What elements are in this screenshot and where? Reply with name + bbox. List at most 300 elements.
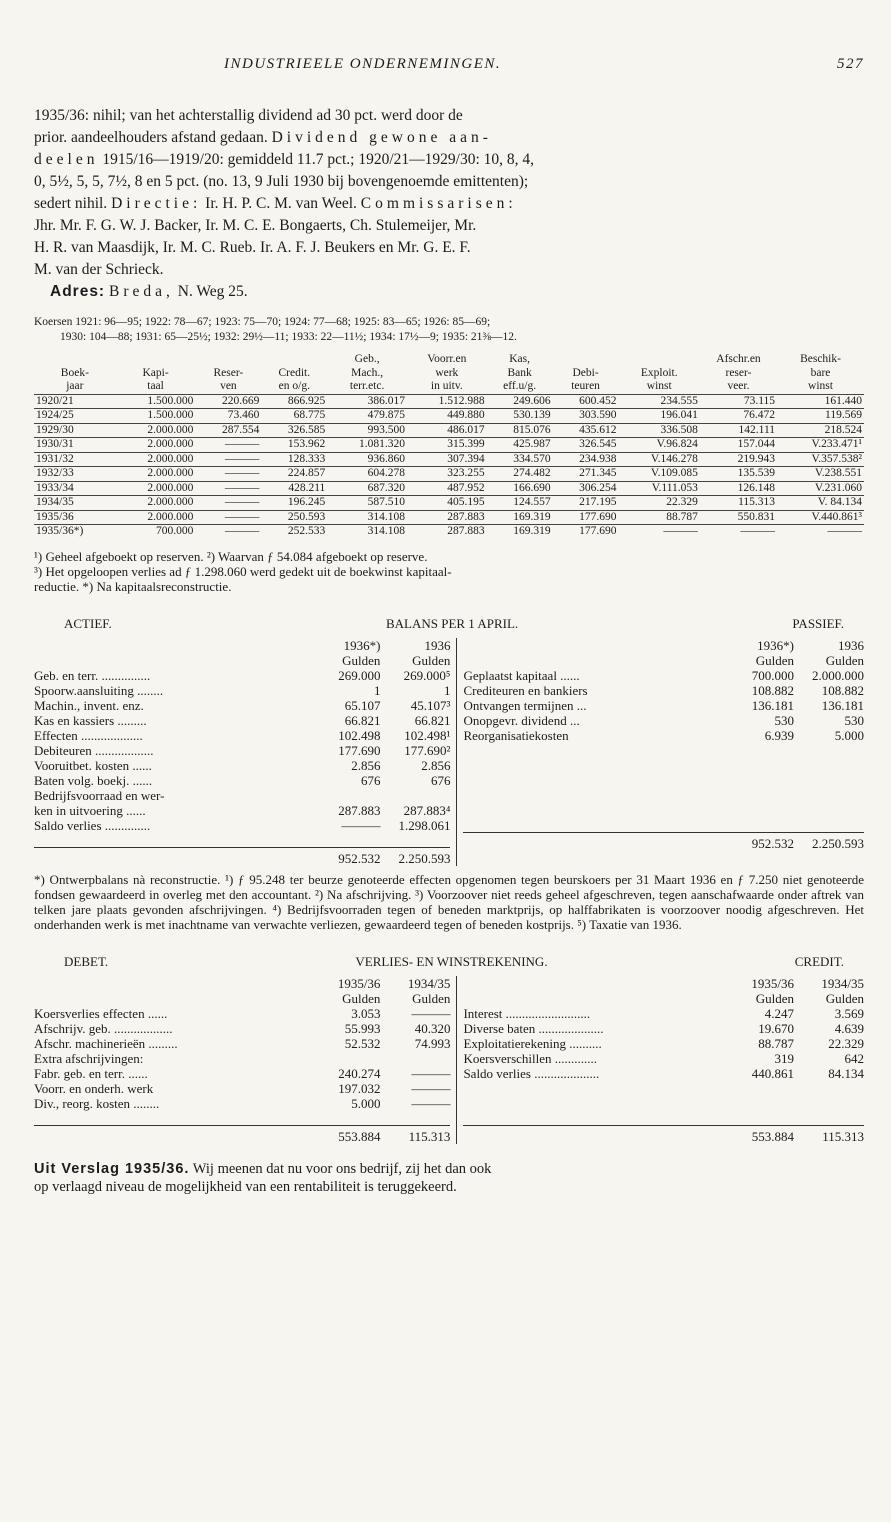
value-cell: 88.787 bbox=[619, 510, 700, 525]
actief-row bbox=[34, 788, 450, 803]
value-cell: 866.925 bbox=[261, 394, 327, 409]
value-cell: 1.512.988 bbox=[407, 394, 487, 409]
col-year-1: 1936*) bbox=[757, 637, 794, 653]
row-label: Crediteuren en bankiers bbox=[463, 682, 588, 698]
year-cell: 1920/21 bbox=[34, 394, 116, 409]
value-cell: 271.345 bbox=[553, 467, 619, 482]
value-cell: 600.452 bbox=[553, 394, 619, 409]
actief-row bbox=[34, 818, 450, 833]
row-label: Kas en kassiers ......... bbox=[34, 712, 147, 728]
actief-row bbox=[34, 683, 450, 698]
actief-row bbox=[34, 668, 450, 683]
table-header-cell: Debi- bbox=[572, 366, 599, 379]
credit-row bbox=[463, 1006, 864, 1021]
table-row bbox=[34, 467, 864, 482]
value-cell: 115.313 bbox=[700, 496, 777, 511]
table-header-cell: Geb., bbox=[354, 353, 380, 365]
row-value: 197.032 bbox=[338, 1080, 381, 1096]
value-cell: 1.081.320 bbox=[327, 438, 407, 453]
value-cell: V.357.538² bbox=[777, 452, 864, 467]
table-header-cell: veer. bbox=[727, 380, 750, 392]
value-cell: 1.500.000 bbox=[116, 409, 196, 424]
table-row bbox=[34, 394, 864, 409]
credit-totals bbox=[463, 1125, 864, 1144]
row-label: Exploitatierekening .......... bbox=[463, 1035, 602, 1051]
table-header-cell: in uitv. bbox=[430, 380, 463, 392]
row-value: 108.882 bbox=[821, 682, 864, 698]
value-cell: ——— bbox=[195, 467, 261, 482]
passief-heading: PASSIEF. bbox=[792, 615, 844, 631]
year-cell: 1935/36 bbox=[34, 510, 116, 525]
table-header-cell: Mach., bbox=[351, 366, 384, 379]
year-cell: 1932/33 bbox=[34, 467, 116, 482]
row-label: Interest .......................... bbox=[463, 1005, 591, 1021]
intro-line: 1935/36: nihil; van het achterstallig dividend ad 30 pct. werd door de bbox=[34, 107, 463, 124]
row-value: 287.883⁴ bbox=[403, 802, 451, 818]
column-headers bbox=[34, 976, 450, 991]
value-cell: 2.000.000 bbox=[116, 496, 196, 511]
row-value: 269.000 bbox=[338, 667, 381, 683]
actief-row bbox=[34, 803, 450, 818]
value-cell: 142.111 bbox=[700, 423, 777, 438]
column-units bbox=[34, 991, 450, 1006]
row-value: ——— bbox=[411, 1065, 451, 1081]
table-header-cell: winst bbox=[808, 380, 833, 392]
intro-paragraph bbox=[34, 105, 864, 303]
value-cell: 386.017 bbox=[327, 394, 407, 409]
col-year-2: 1936 bbox=[838, 637, 864, 653]
debet-row bbox=[34, 1021, 450, 1036]
debet-heading: DEBET. bbox=[64, 953, 109, 969]
col-year-2: 1934/35 bbox=[407, 975, 451, 991]
row-value: 1 bbox=[373, 682, 381, 698]
debet-row bbox=[34, 1081, 450, 1096]
row-value: 22.329 bbox=[828, 1035, 864, 1051]
value-cell: 550.831 bbox=[700, 510, 777, 525]
footnote-line: ³) Het opgeloopen verlies ad ƒ 1.298.060 werd gedekt uit de boekwinst kapitaal- bbox=[34, 563, 452, 579]
value-cell: 169.319 bbox=[487, 510, 553, 525]
row-value bbox=[310, 1051, 380, 1066]
col-year-1: 1935/36 bbox=[337, 975, 381, 991]
passief-row bbox=[463, 668, 864, 683]
intro-line bbox=[34, 149, 864, 171]
row-value: 108.882 bbox=[751, 682, 794, 698]
row-value: 1 bbox=[443, 682, 451, 698]
table-footnotes bbox=[34, 549, 864, 594]
row-value bbox=[380, 1051, 450, 1066]
value-cell: V.111.053 bbox=[619, 481, 700, 496]
row-value bbox=[310, 788, 380, 803]
credit-row bbox=[463, 1051, 864, 1066]
value-cell: 405.195 bbox=[407, 496, 487, 511]
column-units bbox=[463, 991, 864, 1006]
intro-line: 0, 5½, 5, 5, 7½, 8 en 5 pct. (no. 13, 9 Juli 1930 bij bovengenoemde emittenten); bbox=[34, 173, 529, 190]
value-cell: 306.254 bbox=[553, 481, 619, 496]
value-cell: 2.000.000 bbox=[116, 481, 196, 496]
total-1: 553.884 bbox=[751, 1128, 794, 1144]
value-cell: 425.987 bbox=[487, 438, 553, 453]
value-cell: 326.585 bbox=[261, 423, 327, 438]
value-cell: ——— bbox=[619, 525, 700, 539]
value-cell: 73.460 bbox=[195, 409, 261, 424]
row-value: 102.498 bbox=[338, 727, 381, 743]
row-value: 5.000 bbox=[834, 727, 864, 743]
passief-row bbox=[463, 728, 864, 743]
passief-row bbox=[463, 698, 864, 713]
row-value: 88.787 bbox=[758, 1035, 794, 1051]
row-label: Diverse baten .................... bbox=[463, 1020, 604, 1036]
row-value: 269.000⁵ bbox=[403, 667, 451, 683]
row-value: 642 bbox=[844, 1050, 864, 1066]
actief-rows bbox=[34, 668, 450, 833]
value-cell: 604.278 bbox=[327, 467, 407, 482]
value-cell: 936.860 bbox=[327, 452, 407, 467]
value-cell: 2.000.000 bbox=[116, 467, 196, 482]
table-header-cell: en o/g. bbox=[278, 380, 310, 392]
row-value: 530 bbox=[774, 712, 794, 728]
value-cell: 252.533 bbox=[261, 525, 327, 539]
table-header-cell: terr.etc. bbox=[349, 380, 385, 392]
row-value bbox=[380, 788, 450, 803]
passief-column bbox=[457, 638, 864, 866]
value-cell: 486.017 bbox=[407, 423, 487, 438]
table-row bbox=[34, 510, 864, 525]
table-row bbox=[34, 423, 864, 438]
row-value: 4.247 bbox=[764, 1005, 794, 1021]
debet-row bbox=[34, 1006, 450, 1021]
dividend-label: Dividend gewone aan- bbox=[271, 129, 492, 146]
intro-line: H. R. van Maasdijk, Ir. M. C. Rueb. Ir. A. F. J. Beukers en Mr. G. E. F. bbox=[34, 239, 471, 256]
value-cell: 428.211 bbox=[261, 481, 327, 496]
table-header-cell: Beschik- bbox=[800, 353, 841, 365]
row-label: Debiteuren .................. bbox=[34, 742, 154, 758]
row-value: ——— bbox=[411, 1095, 451, 1111]
footnote-line: ¹) Geheel afgeboekt op reserven. ²) Waarvan ƒ 54.084 afgeboekt op reserve. bbox=[34, 548, 428, 564]
value-cell: V.96.824 bbox=[619, 438, 700, 453]
verslag-line: op verlaagd niveau de mogelijkheid van een rentabiliteit is teruggekeerd. bbox=[34, 1178, 457, 1195]
table-header-cell: teuren bbox=[571, 380, 600, 392]
actief-column bbox=[34, 638, 457, 866]
actief-row bbox=[34, 758, 450, 773]
col-year-2: 1934/35 bbox=[821, 975, 864, 991]
table-header-cell: Exploit. bbox=[640, 366, 678, 379]
col-unit: Gulden bbox=[755, 652, 794, 668]
row-value: ——— bbox=[411, 1005, 451, 1021]
intro-line: Jhr. Mr. F. G. W. J. Backer, Ir. M. C. E. Bongaerts, Ch. Stulemeijer, Mr. bbox=[34, 217, 477, 234]
value-cell: V.238.551 bbox=[777, 467, 864, 482]
row-value: 136.181 bbox=[821, 697, 864, 713]
value-cell: 68.775 bbox=[261, 409, 327, 424]
row-label: Spoorw.aansluiting ........ bbox=[34, 682, 164, 698]
value-cell: 135.539 bbox=[700, 467, 777, 482]
row-label: Geplaatst kapitaal ...... bbox=[463, 667, 580, 683]
total-2: 2.250.593 bbox=[812, 835, 864, 851]
value-cell: 196.245 bbox=[261, 496, 327, 511]
debet-column bbox=[34, 976, 457, 1144]
credit-column bbox=[457, 976, 864, 1144]
credit-row bbox=[463, 1066, 864, 1081]
row-value: 3.569 bbox=[834, 1005, 864, 1021]
value-cell: ——— bbox=[195, 496, 261, 511]
value-cell: 234.555 bbox=[619, 394, 700, 409]
total-2: 115.313 bbox=[408, 1128, 451, 1144]
value-cell: 314.108 bbox=[327, 510, 407, 525]
row-label: Machin., invent. enz. bbox=[34, 697, 144, 713]
actief-row bbox=[34, 698, 450, 713]
intro-text: prior. aandeelhouders afstand gedaan. bbox=[34, 129, 268, 146]
value-cell: 220.669 bbox=[195, 394, 261, 409]
row-value: 440.861 bbox=[751, 1065, 794, 1081]
value-cell: V. 84.134 bbox=[777, 496, 864, 511]
row-value: 2.856 bbox=[351, 757, 381, 773]
value-cell: 479.875 bbox=[327, 409, 407, 424]
table-header-cell: reser- bbox=[725, 366, 752, 379]
row-value: 287.883 bbox=[338, 802, 381, 818]
row-value: 1.298.061 bbox=[398, 817, 451, 833]
debet-rows bbox=[34, 1006, 450, 1111]
row-value: 177.690² bbox=[404, 742, 451, 758]
value-cell: 169.319 bbox=[487, 525, 553, 539]
intro-text: sedert nihil. bbox=[34, 195, 108, 212]
row-value: 52.532 bbox=[344, 1035, 381, 1051]
value-cell: 2.000.000 bbox=[116, 423, 196, 438]
table-header-cell: Credit. bbox=[278, 366, 311, 379]
row-value: 74.993 bbox=[414, 1035, 451, 1051]
row-value: 136.181 bbox=[751, 697, 794, 713]
table-header-cell: ven bbox=[220, 380, 237, 392]
row-label: Baten volg. boekj. ...... bbox=[34, 772, 153, 788]
value-cell: 161.440 bbox=[777, 394, 864, 409]
directie-text: Ir. H. P. C. M. van Weel. bbox=[205, 195, 357, 212]
value-cell: 274.482 bbox=[487, 467, 553, 482]
value-cell: ——— bbox=[195, 481, 261, 496]
value-cell: 336.508 bbox=[619, 423, 700, 438]
intro-text: 1915/16—1919/20: gemiddeld 11.7 pct.; 1920/21—1929/30: 10, 8, 4, bbox=[102, 151, 535, 168]
balance-footnotes: *) Ontwerpbalans nà reconstructie. ¹) ƒ 95.248 ter beurze genoteerde effecten opgenomen tegen beurskoers per 31 Maart 1936 en ƒ 7.250 niet genoteerde fondsen gewaardeerd in overleg met den accountant. ²) Na afschrijving. ³) Voorzoover niet reeds geheel afgeschreven, tegen aanschafwaarde onder aftrek van telken jare plaats gevonden afschrijvingen. ⁴) Bedrijfsvoorraden tegen of beneden marktprijs, op halffabrikaten is voorzoover noodig afgeschreven. Het onderhanden werk is met inachtname van verwachte verliezen, gewaardeerd tegen of beneden kostprijs. ⁵) Taxatie van 1936. bbox=[34, 871, 864, 932]
total-1: 553.884 bbox=[338, 1128, 381, 1144]
wv-title-row bbox=[34, 954, 864, 970]
table-header-cell: jaar bbox=[66, 380, 84, 392]
col-unit: Gulden bbox=[412, 990, 451, 1006]
row-label: Voorr. en onderh. werk bbox=[34, 1080, 154, 1096]
credit-row bbox=[463, 1036, 864, 1051]
table-header-cell: winst bbox=[646, 380, 672, 392]
value-cell: 128.333 bbox=[261, 452, 327, 467]
actief-heading: ACTIEF. bbox=[64, 615, 112, 631]
passief-totals bbox=[463, 832, 864, 851]
value-cell: 157.044 bbox=[700, 438, 777, 453]
row-label: Koersverlies effecten ...... bbox=[34, 1005, 168, 1021]
running-header bbox=[34, 56, 864, 73]
total-1: 952.532 bbox=[338, 850, 381, 866]
passief-row bbox=[463, 683, 864, 698]
value-cell: 993.500 bbox=[327, 423, 407, 438]
row-label: ken in uitvoering ...... bbox=[34, 802, 146, 818]
value-cell: 487.952 bbox=[407, 481, 487, 496]
value-cell: 323.255 bbox=[407, 467, 487, 482]
column-units bbox=[463, 653, 864, 668]
value-cell: 76.472 bbox=[700, 409, 777, 424]
year-cell: 1924/25 bbox=[34, 409, 116, 424]
value-cell: ——— bbox=[195, 510, 261, 525]
value-cell: 700.000 bbox=[116, 525, 196, 539]
passief-rows bbox=[463, 668, 864, 743]
value-cell: ——— bbox=[195, 452, 261, 467]
value-cell: 177.690 bbox=[553, 510, 619, 525]
table-row bbox=[34, 481, 864, 496]
column-headers bbox=[34, 638, 450, 653]
value-cell: V.233.471¹ bbox=[777, 438, 864, 453]
row-label: Vooruitbet. kosten ...... bbox=[34, 757, 152, 773]
row-label: Ontvangen termijnen ... bbox=[463, 697, 587, 713]
row-label: Div., reorg. kosten ........ bbox=[34, 1095, 160, 1111]
value-cell: 2.000.000 bbox=[116, 452, 196, 467]
row-label: Bedrijfsvoorraad en wer- bbox=[34, 787, 165, 803]
year-cell: 1935/36*) bbox=[34, 525, 116, 539]
value-cell: 287.883 bbox=[407, 525, 487, 539]
row-value: 530 bbox=[844, 712, 864, 728]
value-cell: 530.139 bbox=[487, 409, 553, 424]
value-cell: 307.394 bbox=[407, 452, 487, 467]
row-value: ——— bbox=[411, 1080, 451, 1096]
row-value: 2.000.000 bbox=[812, 667, 864, 683]
actief-row bbox=[34, 728, 450, 743]
col-unit: Gulden bbox=[825, 652, 864, 668]
value-cell: 218.524 bbox=[777, 423, 864, 438]
row-value: 319 bbox=[774, 1050, 794, 1066]
value-cell: 119.569 bbox=[777, 409, 864, 424]
col-unit: Gulden bbox=[342, 652, 381, 668]
value-cell: ——— bbox=[777, 525, 864, 539]
table-row bbox=[34, 409, 864, 424]
table-header-cell: Boek- bbox=[60, 366, 89, 379]
actief-row bbox=[34, 743, 450, 758]
row-value: 6.939 bbox=[764, 727, 794, 743]
row-value: 676 bbox=[430, 772, 451, 788]
col-unit: Gulden bbox=[342, 990, 381, 1006]
credit-heading: CREDIT. bbox=[794, 953, 844, 969]
row-value: 4.639 bbox=[834, 1020, 864, 1036]
verslag-label: Uit Verslag 1935/36. bbox=[34, 1160, 190, 1177]
value-cell: 303.590 bbox=[553, 409, 619, 424]
row-value: 177.690 bbox=[338, 742, 381, 758]
financial-table bbox=[34, 353, 864, 539]
actief-row bbox=[34, 773, 450, 788]
value-cell: 449.880 bbox=[407, 409, 487, 424]
row-value: 55.993 bbox=[344, 1020, 381, 1036]
address-label: Adres: bbox=[50, 283, 106, 300]
col-unit: Gulden bbox=[825, 990, 864, 1006]
value-cell: 250.593 bbox=[261, 510, 327, 525]
page-number: 527 bbox=[837, 56, 864, 72]
col-unit: Gulden bbox=[412, 652, 451, 668]
balance-heading: BALANS PER 1 APRIL. bbox=[385, 615, 519, 631]
value-cell: V.231.060 bbox=[777, 481, 864, 496]
table-header-cell: Voorr.en bbox=[427, 353, 467, 365]
year-cell: 1930/31 bbox=[34, 438, 116, 453]
table-header-cell: eff.u/g. bbox=[503, 380, 537, 392]
row-value: 66.821 bbox=[344, 712, 381, 728]
debet-row bbox=[34, 1036, 450, 1051]
table-header-cell bbox=[553, 353, 619, 367]
verslag-line bbox=[34, 1160, 864, 1178]
table-header-cell: bare bbox=[810, 366, 831, 379]
row-value: 240.274 bbox=[338, 1065, 381, 1081]
value-cell: V.109.085 bbox=[619, 467, 700, 482]
koersen-line: 1930: 104—88; 1931: 65—25½; 1932: 29½—11; 1933: 22—11½; 1934: 17½—9; 1935: 21⅜—12. bbox=[60, 331, 517, 343]
value-cell: 687.320 bbox=[327, 481, 407, 496]
value-cell: 2.000.000 bbox=[116, 438, 196, 453]
table-row bbox=[34, 496, 864, 511]
total-1: 952.532 bbox=[751, 835, 794, 851]
row-label: Fabr. geb. en terr. ...... bbox=[34, 1065, 148, 1081]
year-cell: 1929/30 bbox=[34, 423, 116, 438]
value-cell: 224.857 bbox=[261, 467, 327, 482]
row-value: 5.000 bbox=[351, 1095, 381, 1111]
debet-row bbox=[34, 1066, 450, 1081]
row-value: ——— bbox=[341, 817, 381, 833]
row-value: 84.134 bbox=[828, 1065, 864, 1081]
row-label: Afschrijv. geb. .................. bbox=[34, 1020, 173, 1036]
column-units bbox=[34, 653, 450, 668]
actief-row bbox=[34, 713, 450, 728]
value-cell: 334.570 bbox=[487, 452, 553, 467]
page bbox=[34, 56, 864, 1196]
verslag-paragraph bbox=[34, 1160, 864, 1196]
total-2: 115.313 bbox=[822, 1128, 864, 1144]
value-cell: 326.545 bbox=[553, 438, 619, 453]
table-header-cell: werk bbox=[435, 366, 459, 379]
value-cell: 287.554 bbox=[195, 423, 261, 438]
value-cell: 435.612 bbox=[553, 423, 619, 438]
value-cell: 314.108 bbox=[327, 525, 407, 539]
value-cell: 196.041 bbox=[619, 409, 700, 424]
value-cell: 166.690 bbox=[487, 481, 553, 496]
row-label: Onopgevr. dividend ... bbox=[463, 712, 580, 728]
value-cell: 153.962 bbox=[261, 438, 327, 453]
value-cell: 217.195 bbox=[553, 496, 619, 511]
value-cell: 126.148 bbox=[700, 481, 777, 496]
year-cell: 1933/34 bbox=[34, 481, 116, 496]
intro-line bbox=[34, 127, 864, 149]
value-cell: 287.883 bbox=[407, 510, 487, 525]
table-header-cell: Afschr.en bbox=[716, 353, 761, 365]
table-header-cell: Bank bbox=[507, 366, 532, 379]
value-cell: ——— bbox=[195, 525, 261, 539]
verslag-text: Wij meenen dat nu voor ons bedrijf, zij het dan ook bbox=[192, 1160, 492, 1177]
footnote-line: reductie. *) Na kapitaalsreconstructie. bbox=[34, 578, 232, 594]
table-row bbox=[34, 438, 864, 453]
address-city: Breda, bbox=[108, 283, 174, 300]
table-header-cell: Kapi- bbox=[142, 366, 169, 379]
value-cell: ——— bbox=[195, 438, 261, 453]
col-year-2: 1936 bbox=[424, 637, 451, 653]
table-header-cell: Kas, bbox=[509, 353, 530, 365]
row-value: 102.498¹ bbox=[404, 727, 451, 743]
balance-sheet bbox=[34, 638, 864, 866]
year-cell: 1931/32 bbox=[34, 452, 116, 467]
row-value: 700.000 bbox=[751, 667, 794, 683]
table-header-cell bbox=[195, 353, 261, 367]
value-cell: 22.329 bbox=[619, 496, 700, 511]
directie-label: Directie: bbox=[111, 195, 202, 212]
credit-rows bbox=[463, 1006, 864, 1081]
value-cell: 219.943 bbox=[700, 452, 777, 467]
balance-title-row bbox=[34, 616, 864, 632]
value-cell: 177.690 bbox=[553, 525, 619, 539]
col-unit: Gulden bbox=[755, 990, 794, 1006]
column-headers bbox=[463, 638, 864, 653]
